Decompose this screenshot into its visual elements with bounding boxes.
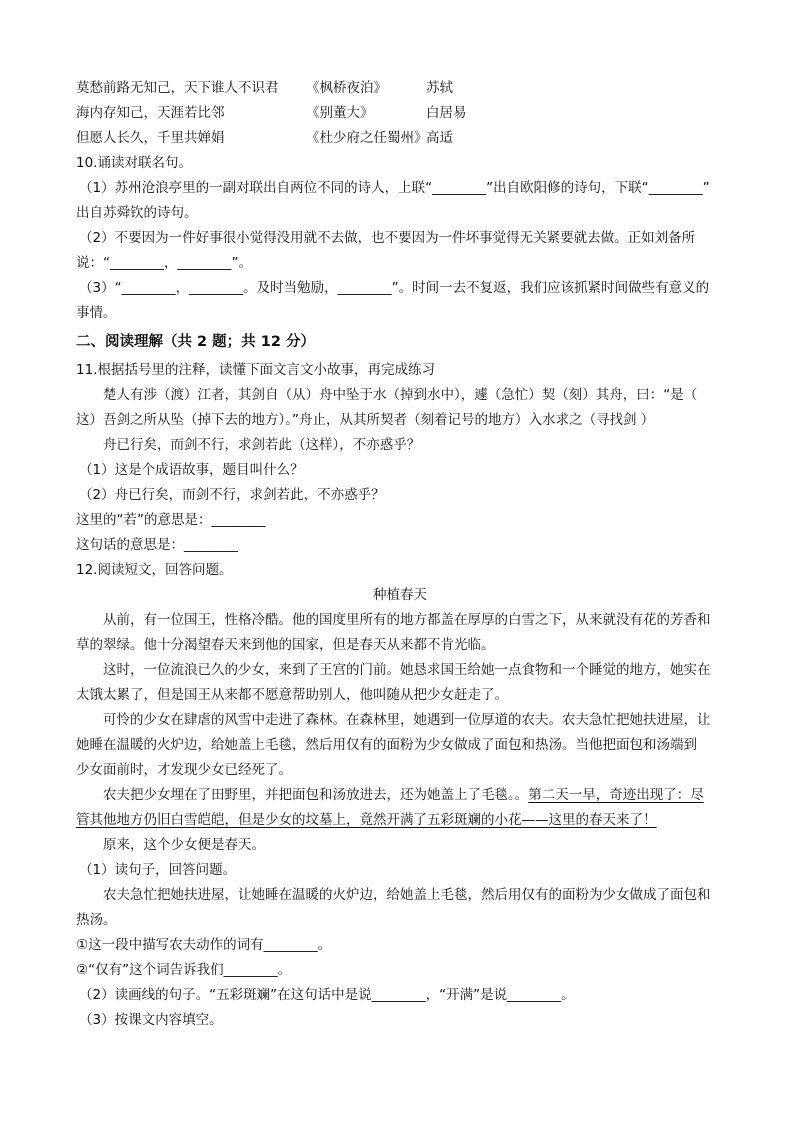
poem-author: 苏轼 <box>426 80 453 96</box>
story-paragraph-5: 原来，这个少女便是春天。 <box>103 837 265 853</box>
classical-story-end: 舟已行矣，而剑不行，求剑若此（这样），不亦惑乎？ <box>103 437 421 453</box>
story-paragraph-3: 可怜的少女在肆虐的风雪中走进了森林。在森林里，她遇到一位厚道的农夫。农夫急忙把她扶进屋，让 <box>103 712 711 728</box>
question-10-part-2-cont: 说：“________，________”。 <box>76 255 252 271</box>
story-paragraph-1-cont: 草的翠绿。他十分渴望春天来到他的国家，但是春天从来都不肯光临。 <box>76 637 495 653</box>
question-11-sub-2: （2）舟已行矣，而剑不行，求剑若此，不亦惑乎？ <box>79 487 385 503</box>
story-paragraph-1: 从前，有一位国王，性格冷酷。他的国度里所有的地方都盖在厚厚的白雪之下，从来就没有花的芳香和 <box>103 612 711 628</box>
poem-row <box>76 126 724 151</box>
poem-line: 但愿人长久，千里共婵娟 <box>76 130 225 146</box>
story-paragraph-2-cont: 太饿太累了，但是国王从来都不愿意帮助别人，他叫随从把少女赶走了。 <box>76 687 508 703</box>
question-12-sub-3: （3）按课文内容填空。 <box>79 1012 223 1028</box>
poem-title: 《枫桥夜泊》 <box>306 80 387 96</box>
question-10-part-1-cont: 出自苏舜钦的诗句。 <box>76 205 198 221</box>
story-paragraph-3-cont: 她睡在温暖的火炉边，给她盖上毛毯，然后用仅有的面粉为少女做成了面包和热汤。当他把面包和汤端到 <box>76 737 697 753</box>
section-heading-reading: 二、阅读理解（共 2 题；共 12 分） <box>76 334 315 350</box>
question-11-ruo-meaning: 这里的“若”的意思是：________ <box>76 512 266 528</box>
underlined-sentence-cont: 管其他地方仍旧白雪皑皑，但是少女的坟墓上，竟然开满了五彩斑斓的小花——这里的春天来了！ <box>76 812 657 828</box>
question-12-item-2: ②“仅有”这个词告诉我们________。 <box>76 962 292 978</box>
poem-author: 高适 <box>426 130 453 146</box>
question-11-title: 11.根据括号里的注释，读懂下面文言文小故事，再完成练习 <box>76 362 435 378</box>
story-paragraph-3-end: 少女面前时，才发现少女已经死了。 <box>76 762 292 778</box>
question-10-part-3-cont: 事情。 <box>76 305 117 321</box>
question-11-sentence-meaning: 这句话的意思是：________ <box>76 537 238 553</box>
question-12-item-1: ①这一段中描写农夫动作的词有________。 <box>76 937 332 953</box>
quoted-sentence-cont: 热汤。 <box>76 912 117 928</box>
underlined-sentence: 第二天一早，奇迹出现了：尽 <box>528 787 704 803</box>
poem-title: 《别董大》 <box>306 105 374 121</box>
poem-title: 《杜少府之任蜀州》 <box>306 130 428 146</box>
story-title: 种植春天 <box>373 587 427 603</box>
story-paragraph-2: 这时，一位流浪已久的少女，来到了王宫的门前。她恳求国王给她一点食物和一个睡觉的地方，她实在 <box>103 662 711 678</box>
poem-row <box>76 101 724 126</box>
poem-row <box>76 76 724 101</box>
question-12-title: 12.阅读短文，回答问题。 <box>76 562 233 578</box>
classical-story-cont: 这）吾剑之所从坠（掉下去的地方）。”舟止，从其所契者（刻着记号的地方）入水求之（寻找剑 ） <box>76 412 655 428</box>
question-10-part-2: （2）不要因为一件好事很小觉得没用就不去做，也不要因为一件坏事觉得无关紧要就去做。正如刘备所 <box>79 230 696 246</box>
question-12-sub-1: （1）读句子，回答问题。 <box>79 862 237 878</box>
poem-author: 白居易 <box>426 105 467 121</box>
document-page <box>76 76 724 1033</box>
question-10-title: 10.诵读对联名句。 <box>76 155 192 171</box>
question-10-part-3: （3）“________，________。及时当勉励，________”。时间一去不复返，我们应该抓紧时间做些有意义的 <box>79 280 710 296</box>
quoted-sentence: 农夫急忙把她扶进屋，让她睡在温暖的火炉边，给她盖上毛毯，然后用仅有的面粉为少女做成了面包和 <box>103 887 711 903</box>
classical-story: 楚人有涉（渡）江者，其剑自（从）舟中坠于水（掉到水中），遽（急忙）契（刻）其舟，曰：“是（ <box>103 387 698 403</box>
poem-line: 海内存知己，天涯若比邻 <box>76 105 225 121</box>
poem-line: 莫愁前路无知己，天下谁人不识君 <box>76 80 279 96</box>
question-12-sub-2: （2）读画线的句子。“五彩斑斓”在这句话中是说________，“开满”是说________。 <box>79 987 575 1003</box>
question-10-part-1: （1）苏州沧浪亭里的一副对联出自两位不同的诗人，上联“________”出自欧阳修的诗句，下联“________” <box>79 180 710 196</box>
story-paragraph-4-cont <box>76 808 724 833</box>
question-11-sub-1: （1）这是个成语故事，题目叫什么？ <box>79 462 304 478</box>
story-paragraph-4 <box>76 783 724 808</box>
story-paragraph-4-text: 农夫把少女埋在了田野里，并把面包和汤放进去，还为她盖上了毛毯。。 <box>103 787 529 803</box>
